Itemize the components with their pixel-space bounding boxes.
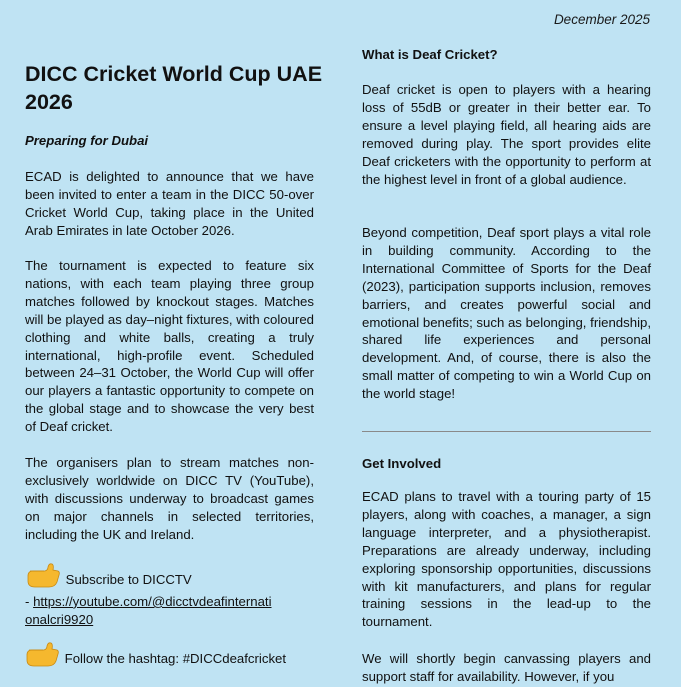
pointing-hand-icon: [26, 562, 60, 588]
youtube-link-line: - https://youtube.com/@dicctvdeafinternati onalcri9920: [25, 593, 272, 627]
article-subtitle: Preparing for Dubai: [25, 133, 149, 148]
pointing-hand-icon: [25, 641, 59, 667]
touring-party-paragraph: ECAD plans to travel with a touring party of 15 players, along with coaches, a manager, a sign language interpreter, and a physiotherapist. Preparations are already underway, including exploring sponsorship opportunities, discussions with kit manufacturers, and plans for regular training sessions in the lead-up to the tournament.: [362, 489, 651, 630]
hashtag-block: [25, 641, 325, 668]
canvassing-paragraph: We will shortly begin canvassing players and support staff for availability. However, if you: [362, 651, 651, 684]
streaming-paragraph: The organisers plan to stream matches non-exclusively worldwide on DICC TV (YouTube), with discussions underway to broadcast games on major channels in selected territories, including the UK and Ireland.: [25, 455, 314, 542]
youtube-link[interactable]: https://youtube.com/@dicctvdeafinternati onalcri9920: [25, 593, 272, 627]
intro-paragraph: ECAD is delighted to announce that we have been invited to enter a team in the DICC 50-over Cricket World Cup, taking place in the United Arab Emirates in late October 2026.: [25, 169, 314, 238]
subscribe-block: [25, 562, 325, 629]
section-divider: [362, 431, 651, 432]
hashtag-text: Follow the hashtag: #DICCdeafcricket: [64, 651, 287, 666]
deaf-cricket-paragraph: Deaf cricket is open to players with a hearing loss of 55dB or greater in their better ear. To ensure a level playing field, all hearing aids are removed during play. The sport provides elite Deaf cricketers with the opportunity to perform at the highest level in front of a global audience.: [362, 82, 651, 187]
issue-date: December 2025: [553, 12, 650, 27]
subscribe-text: Subscribe to DICCTV: [65, 572, 192, 587]
section-heading-get-involved: Get Involved: [362, 456, 442, 471]
page-title: DICC Cricket World Cup UAE 2026: [25, 62, 323, 114]
tournament-paragraph: The tournament is expected to feature six nations, with each team playing three group matches followed by knockout stages. Matches will be played as day–night fixtures, with coloured clothing and white balls, creating a truly international, high-profile event. Scheduled between 24–31 October, the World Cup will offer our players a fantastic opportunity to compete on the global stage and to showcase the very best of Deaf cricket.: [25, 258, 314, 435]
community-paragraph: Beyond competition, Deaf sport plays a vital role in building community. According to the International Committee of Sports for the Deaf (2023), participation supports inclusion, removes barriers, and creates powerful social and emotional benefits; such as belonging, friendship, shared life experiences and personal development. And, of course, there is also the small matter of competing to win a World Cup on the world stage!: [362, 225, 651, 402]
section-heading-deaf-cricket: What is Deaf Cricket?: [362, 47, 498, 62]
